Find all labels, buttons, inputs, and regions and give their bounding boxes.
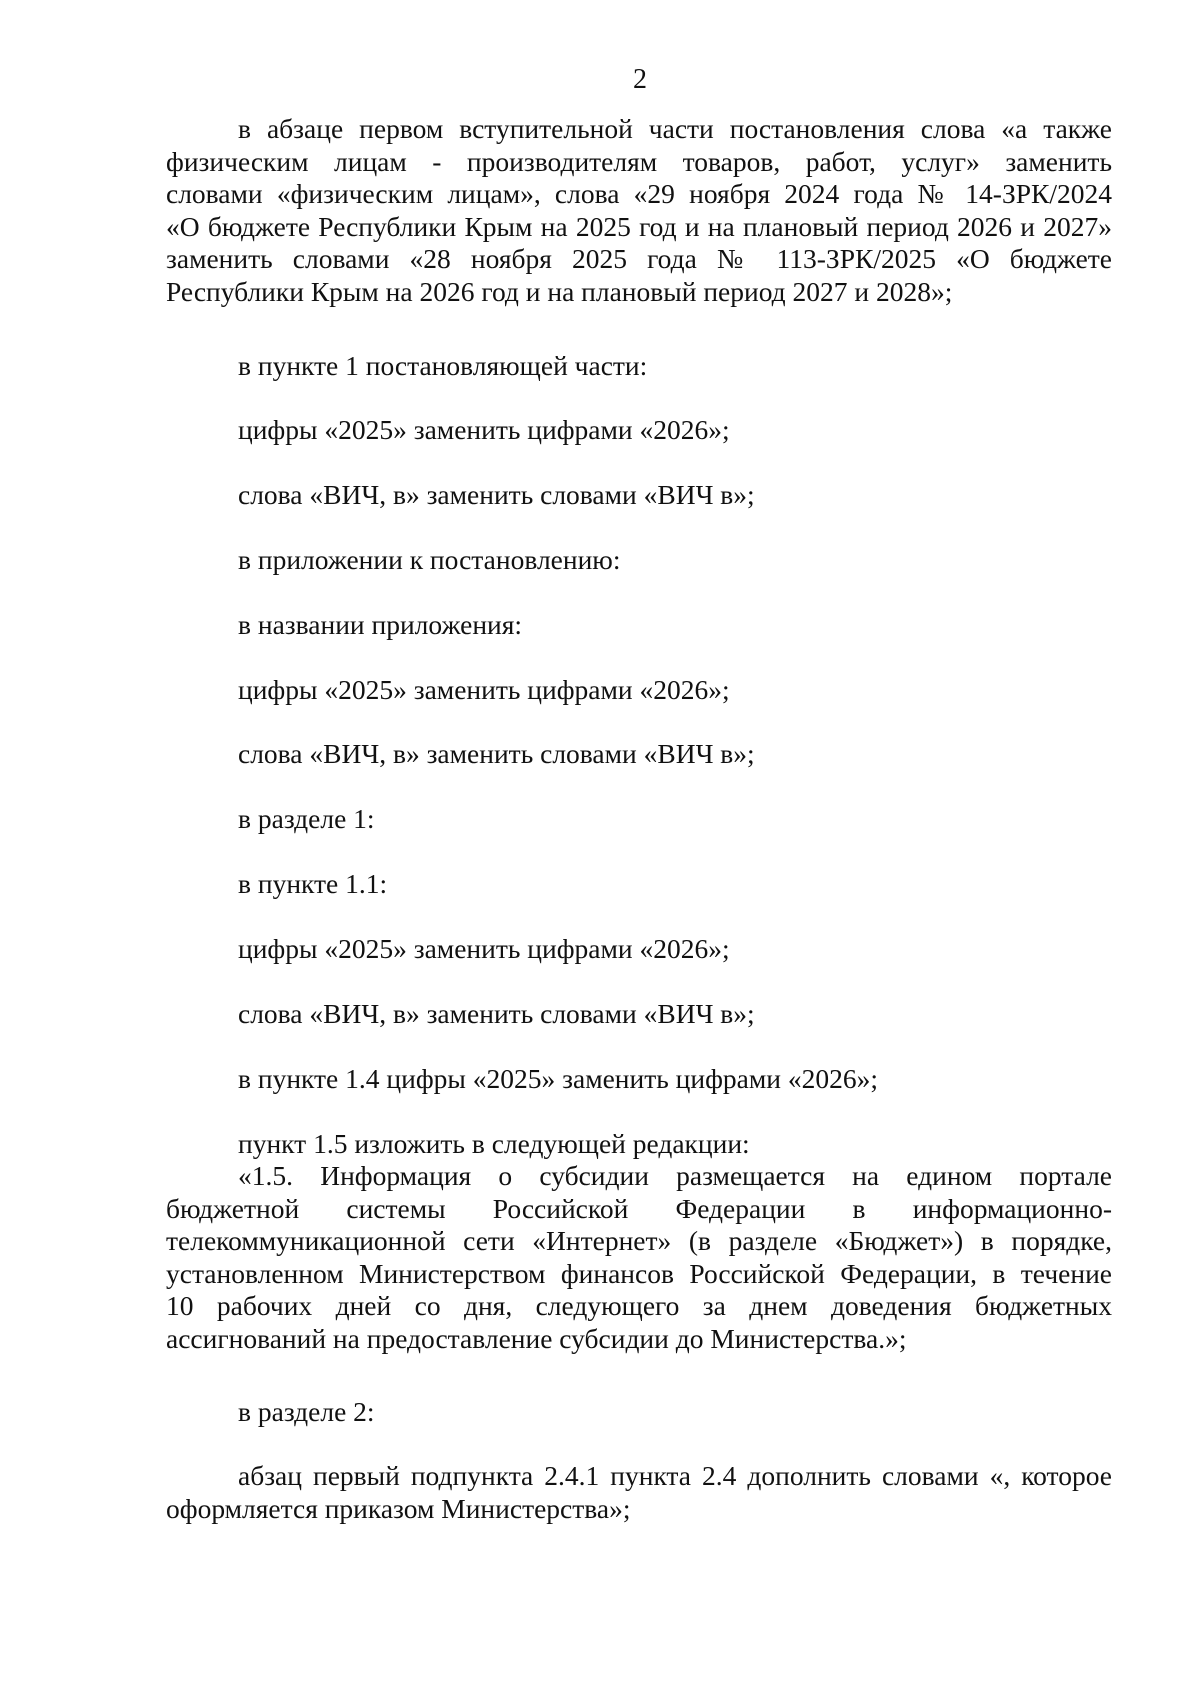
paragraph-numbers-replacement: цифры «2025» заменить цифрами «2026»; — [238, 414, 730, 445]
paragraph-item-1-5-intro: пункт 1.5 изложить в следующей редакции: — [238, 1128, 750, 1159]
text-line: 10 рабочих дней со дня, следующего за днем доведения бюджетных — [166, 1290, 1112, 1321]
paragraph-subitem-2-4-1 — [166, 1460, 1112, 1525]
text-line: ассигнований на предоставление субсидии до Министерства.»; — [166, 1322, 907, 1354]
text-line: установленном Министерством финансов Российской Федерации, в течение — [166, 1257, 1112, 1289]
paragraph-appendix: в приложении к постановлению: — [238, 544, 621, 575]
text-line: оформляется приказом Министерства»; — [166, 1492, 631, 1524]
paragraph-section-2: в разделе 2: — [238, 1396, 375, 1427]
text-line: Республики Крым на 2026 год и на плановый период 2027 и 2028»; — [166, 275, 953, 307]
paragraph-words-replacement: слова «ВИЧ, в» заменить словами «ВИЧ в»; — [238, 738, 755, 769]
text-line: телекоммуникационной сети «Интернет» (в разделе «Бюджет») в порядке, — [166, 1225, 1112, 1256]
paragraph-item-1-4: в пункте 1.4 цифры «2025» заменить цифрами «2026»; — [238, 1063, 879, 1094]
page-number: 2 — [633, 64, 647, 95]
text-line: физическим лицам - производителям товаров, работ, услуг» заменить — [166, 145, 1112, 177]
text-line: в абзаце первом вступительной части постановления слова «а также — [238, 113, 1112, 144]
paragraph-introductory-part — [166, 113, 1112, 308]
text-line: бюджетной системы Российской Федерации в информационно- — [166, 1192, 1112, 1224]
paragraph-item-1-5-text — [166, 1160, 1112, 1355]
text-line: словами «физическим лицам», слова «29 ноября 2024 года № 14-ЗРК/2024 — [166, 178, 1112, 209]
paragraph-words-replacement: слова «ВИЧ, в» заменить словами «ВИЧ в»; — [238, 479, 755, 510]
paragraph-words-replacement: слова «ВИЧ, в» заменить словами «ВИЧ в»; — [238, 998, 755, 1029]
text-line: «1.5. Информация о субсидии размещается на едином портале — [238, 1160, 1112, 1191]
text-line: абзац первый подпункта 2.4.1 пункта 2.4 дополнить словами «, которое — [238, 1460, 1112, 1491]
paragraph-operative-part: в пункте 1 постановляющей части: — [238, 350, 648, 381]
paragraph-numbers-replacement: цифры «2025» заменить цифрами «2026»; — [238, 933, 730, 964]
paragraph-section-1: в разделе 1: — [238, 803, 375, 834]
paragraph-numbers-replacement: цифры «2025» заменить цифрами «2026»; — [238, 674, 730, 705]
text-line: «О бюджете Республики Крым на 2025 год и на плановый период 2026 и 2027» — [166, 210, 1112, 242]
paragraph-appendix-title: в названии приложения: — [238, 609, 523, 640]
text-line: заменить словами «28 ноября 2025 года № 113-ЗРК/2025 «О бюджете — [166, 243, 1112, 274]
paragraph-item-1-1: в пункте 1.1: — [238, 868, 388, 899]
